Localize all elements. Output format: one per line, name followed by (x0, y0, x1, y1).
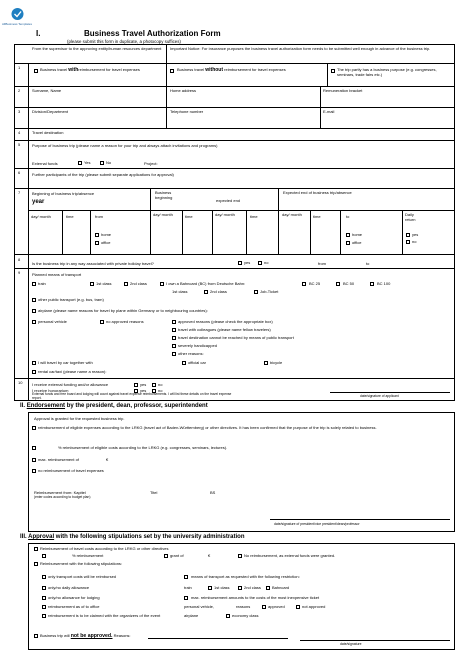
bicycle-checkbox[interactable] (264, 361, 268, 365)
bc100-checkbox[interactable] (370, 282, 374, 286)
business-beginning-label: Business beginning (155, 190, 173, 200)
day-month-label-4: day/ month (282, 212, 302, 217)
funding-no-checkbox[interactable] (152, 383, 156, 387)
expected-end-trip-label: Expected end of business trip/absence (283, 190, 352, 195)
no-reimb-text: no reimbursement of travel expenses (38, 468, 104, 473)
daily-allowance-text: only/no daily allowance (48, 585, 90, 590)
s3-reasons-text: reasons (236, 604, 251, 609)
job-ticket-checkbox[interactable] (254, 290, 258, 294)
bc-second-class-label: 2nd class (210, 289, 227, 294)
official-car-label: official car (188, 360, 206, 365)
private-from-label: from (318, 261, 326, 266)
row-number: 7 (18, 190, 21, 195)
honorarium-no-label: no (158, 388, 163, 393)
bc100-label: BC 100 (377, 281, 391, 286)
page-subtitle: (please submit this form in duplicate, a photocopy suffices) (67, 39, 181, 44)
without-reimbursement-checkbox[interactable] (170, 69, 174, 73)
no-reimb-ext-text: No reimbursement, as external funds were granted. (244, 553, 336, 558)
external-no-label: No (106, 160, 112, 165)
row-number: 3 (18, 109, 21, 114)
section-1-frame (14, 44, 455, 401)
chapter-note: (enter codes according to budget plan) (34, 495, 91, 499)
bc-second-class-checkbox[interactable] (204, 290, 208, 294)
s3-bahncard-checkbox[interactable] (266, 586, 270, 590)
bicycle-label: bicycle (270, 360, 283, 365)
email-label: E-mail (323, 109, 335, 114)
section-2-heading: II. Endorsement by the president, dean, professor, superintendent (20, 403, 208, 409)
other-public-label: other public transport (e.g. bus, tram) (38, 297, 104, 302)
funding-yes-checkbox[interactable] (134, 383, 138, 387)
funding-yes-label: yes (140, 382, 147, 387)
s3-not-approved-checkbox[interactable] (296, 605, 300, 609)
travel-together-checkbox[interactable] (32, 361, 36, 365)
endorsement-signature-label: date/signature of president/vice president/dean/professor (274, 522, 360, 526)
grant-of-euro: € (208, 553, 211, 558)
other-reasons-checkbox[interactable] (172, 352, 176, 356)
participants-label: Further participants of the trip (please submit separate applications for approval) (32, 172, 174, 177)
train-second-class-checkbox[interactable] (124, 282, 128, 286)
time-label-2: time (185, 214, 193, 219)
to-home-checkbox[interactable] (346, 233, 350, 237)
home-address-label: Home address (170, 88, 197, 93)
s3-not-approved-text: not approved (302, 604, 326, 609)
row-number: 1 (18, 65, 21, 70)
reimb-travel-text: Reimbursement of travel costs according to the LRKG or other directives (40, 546, 169, 551)
rental-car-label: rental car/taxi (please name a reason): (38, 369, 107, 374)
external-yes-label: Yes (84, 160, 91, 165)
free-board-text: External funds and free board and lodging will count against travel expense reimbursements. I will list these details on the travel expense report. (32, 392, 232, 400)
colleagues-label: travel with colleagues (please name fellow travelers) (178, 327, 271, 332)
bc25-checkbox[interactable] (302, 282, 306, 286)
no-approved-reasons-label: no approved reasons (106, 319, 144, 324)
pct-reimb-checkbox[interactable] (42, 554, 46, 558)
chapter-label: Reimbursement from: Kapitel (34, 490, 86, 495)
official-car-checkbox[interactable] (182, 361, 186, 365)
from-office-label: office (101, 240, 111, 245)
project-label: Project: (144, 161, 158, 166)
external-yes-checkbox[interactable] (78, 161, 82, 165)
other-public-checkbox[interactable] (32, 298, 36, 302)
row-number: 4 (18, 130, 21, 135)
economy-text: economy class (232, 613, 259, 618)
time-label-1: time (66, 214, 74, 219)
day-month-label-3: day/ month (215, 212, 235, 217)
s3-first-class-text: 1st class (214, 585, 230, 590)
private-no-checkbox[interactable] (258, 261, 262, 265)
expected-end-label: expected end (216, 198, 241, 203)
only-transport-text: only transport costs will be reimbursed (48, 574, 117, 579)
purpose-label: Purpose of business trip (please name a reason for your trip and always attach invitations and programs) (32, 143, 218, 148)
approved-reasons-label: approved reasons (please check the appropriate box) (178, 319, 273, 324)
from-label: from (95, 214, 103, 219)
private-no-label: no (264, 260, 269, 265)
page-title: Business Travel Authorization Form (84, 29, 221, 38)
train-first-class-label: 1st class (96, 281, 112, 286)
approved-reasons-checkbox[interactable] (172, 320, 176, 324)
funding-no-label: no (158, 382, 163, 387)
no-approved-reasons-checkbox[interactable] (100, 320, 104, 324)
from-supervisor-text: From the supervisor to the approving entity/human resources department (32, 46, 162, 51)
lodging-text: only/no allowance for lodging (48, 595, 100, 600)
private-to-label: to (366, 261, 370, 266)
grant-of-text: grant of (170, 553, 184, 558)
approval-signature-label: date/signature (340, 642, 362, 646)
partly-business-label: The trip partly has a business purpose (e.g. congresses, seminars, trade fairs etc.) (337, 67, 437, 77)
important-notice-text: Important Notice: For insurance purposes the business travel authorization form needs to be submitted well enough in advance of the business trip. (170, 46, 431, 51)
honorarium-label: I receive honorarium (32, 388, 69, 393)
personal-vehicle-label: personal vehicle (38, 319, 67, 324)
s3-first-class-checkbox[interactable] (208, 586, 212, 590)
time-label-3: time (250, 214, 258, 219)
max-reimb-costs-checkbox[interactable] (184, 596, 188, 600)
s3-approved-text: approved (268, 604, 285, 609)
titel-label: Titel (150, 490, 158, 495)
external-no-checkbox[interactable] (100, 161, 104, 165)
office-reimb-checkbox[interactable] (42, 605, 46, 609)
pct-eligible-text: % reimbursement of eligible costs according to the LRKG (e.g. congresses, seminars, lectures). (58, 445, 228, 450)
not-approved-text: Business trip will not be approved. Reasons: (40, 633, 131, 639)
to-label: to (346, 214, 350, 219)
surname-label: Surname, Name (32, 88, 62, 93)
bs-label: BS (210, 490, 216, 495)
reimb-with-text: Reimbursement with the following stipulations: (40, 561, 123, 566)
external-funding-label: I receive external funding and/or allowance (32, 382, 109, 387)
airplane-label: airplane (please name reasons for travel by plane within Germany or to neighbouring countries): (38, 308, 208, 313)
handicapped-label: severely handicapped (178, 343, 217, 348)
grant-of-checkbox[interactable] (164, 554, 168, 558)
telephone-label: Telephone number (170, 109, 204, 114)
from-home-checkbox[interactable] (95, 233, 99, 237)
private-yes-label: yes (244, 260, 251, 265)
row-number: 6 (18, 170, 21, 175)
reimb-with-checkbox[interactable] (34, 562, 38, 566)
not-approved-checkbox[interactable] (34, 634, 38, 638)
bc25-label: BC 25 (309, 281, 321, 286)
train-label: train (38, 281, 46, 286)
train-second-class-label: 2nd class (130, 281, 147, 286)
s3-second-class-text: 2nd class (244, 585, 261, 590)
handicapped-checkbox[interactable] (172, 344, 176, 348)
time-label-4: time (313, 214, 321, 219)
section-3-heading: III. Approval with the following stipulations set by the university administration (20, 534, 245, 540)
bc50-label: BC 50 (343, 281, 355, 286)
to-office-label: office (352, 240, 362, 245)
row-number: 9 (18, 270, 21, 275)
external-funds-label: External funds (32, 161, 58, 166)
bahncard-label: I own a Bahncard (BC) from Deutsche Bahn: (166, 281, 246, 286)
destination-unreachable-label: travel destination cannot be reached by means of public transport (178, 335, 294, 340)
daily-return-label: Daily return (405, 212, 416, 222)
section-number: I. (36, 29, 41, 38)
job-ticket-label: Job-Ticket (260, 289, 279, 294)
return-yes-checkbox[interactable] (406, 233, 410, 237)
no-reimb-ext-checkbox[interactable] (238, 554, 242, 558)
means-transport-text: means of transport as requested with the following restriction: (191, 574, 300, 579)
year-label: year (32, 199, 45, 205)
logo-text: AllBusiness Templates (2, 22, 32, 26)
with-reimbursement-checkbox[interactable] (34, 69, 38, 73)
bahncard-checkbox[interactable] (160, 282, 164, 286)
reimb-travel-checkbox[interactable] (34, 547, 38, 551)
s3-personal-vehicle-text: personal vehicle, (184, 604, 215, 609)
travel-together-label: I will travel by car together with (38, 360, 93, 365)
colleagues-checkbox[interactable] (172, 328, 176, 332)
personal-vehicle-checkbox[interactable] (32, 320, 36, 324)
day-month-label-2: day/ month (153, 212, 173, 217)
return-yes-label: yes (412, 232, 419, 237)
to-office-checkbox[interactable] (346, 241, 350, 245)
destination-unreachable-checkbox[interactable] (172, 336, 176, 340)
row-number: 5 (18, 142, 21, 147)
train-checkbox[interactable] (32, 282, 36, 286)
other-reasons-label: other reasons: (178, 351, 204, 356)
s3-second-class-checkbox[interactable] (238, 586, 242, 590)
destination-label: Travel destination (32, 130, 64, 135)
partly-business-checkbox[interactable] (331, 69, 335, 73)
bc-first-class-label: 1st class (172, 289, 188, 294)
honorarium-yes-label: yes (140, 388, 147, 393)
settled-text: reimbursement is to be claimed with the organizers of the event (48, 613, 161, 618)
return-no-label: no (412, 239, 417, 244)
rental-car-checkbox[interactable] (32, 370, 36, 374)
beginning-trip-label: Beginning of business trip/absence (32, 191, 95, 196)
planned-transport-label: Planned means of transport (32, 272, 82, 277)
without-reimbursement-label: Business travel without reimbursement for travel expenses (177, 67, 286, 73)
settled-checkbox[interactable] (42, 614, 46, 618)
max-reimb-checkbox[interactable] (32, 458, 36, 462)
pct-reimb-text: % reimbursement (72, 553, 104, 558)
lodging-checkbox[interactable] (42, 596, 46, 600)
from-home-label: home (101, 232, 112, 237)
no-reimb-checkbox[interactable] (32, 469, 36, 473)
row-number: 2 (18, 88, 21, 93)
s3-airplane-text: airplane (184, 613, 199, 618)
pct-eligible-checkbox[interactable] (32, 446, 36, 450)
row-number: 10 (18, 380, 23, 385)
applicant-signature-label: date/signature of applicant (360, 394, 399, 398)
s3-approved-checkbox[interactable] (262, 605, 266, 609)
reimb-eligible-checkbox[interactable] (32, 426, 36, 430)
with-reimbursement-label: Business travel withreimbursement for travel expenses (40, 67, 140, 73)
s3-train-text: train (184, 585, 192, 590)
means-transport-checkbox[interactable] (184, 575, 188, 579)
daily-allowance-checkbox[interactable] (42, 586, 46, 590)
remuneration-label: Remuneration bracket (323, 88, 363, 93)
bc50-checkbox[interactable] (336, 282, 340, 286)
only-transport-checkbox[interactable] (42, 575, 46, 579)
private-yes-checkbox[interactable] (238, 261, 242, 265)
s3-bahncard-text: Bahncard (272, 585, 290, 590)
day-month-label-1: day/ month (31, 214, 51, 219)
from-office-checkbox[interactable] (95, 241, 99, 245)
return-no-checkbox[interactable] (406, 240, 410, 244)
max-reimb-costs-text: max. reimbursement amounts to the costs of the most inexpensive ticket (191, 595, 320, 600)
office-reimb-text: reimbursement as of to office (48, 604, 100, 609)
to-home-label: home (352, 232, 363, 237)
division-label: Division/Department (32, 109, 69, 114)
economy-checkbox[interactable] (226, 614, 230, 618)
max-reimb-euro: € (106, 457, 109, 462)
approval-granted-text: Approval is granted for the requested business trip. (34, 416, 125, 421)
private-holiday-label: Is the business trip in any way associated with private holiday travel? (32, 261, 154, 266)
max-reimb-text: max. reimbursement of (38, 457, 79, 462)
row-number: 8 (18, 257, 21, 262)
reimb-eligible-text: reimbursement of eligible expenses according to the LRKG (travel act of Baden-Württemberg) or other directives. It has been confirmed that the purpose of the trip is solely related to business. (38, 425, 377, 430)
airplane-checkbox[interactable] (32, 309, 36, 313)
train-first-class-checkbox[interactable] (90, 282, 94, 286)
